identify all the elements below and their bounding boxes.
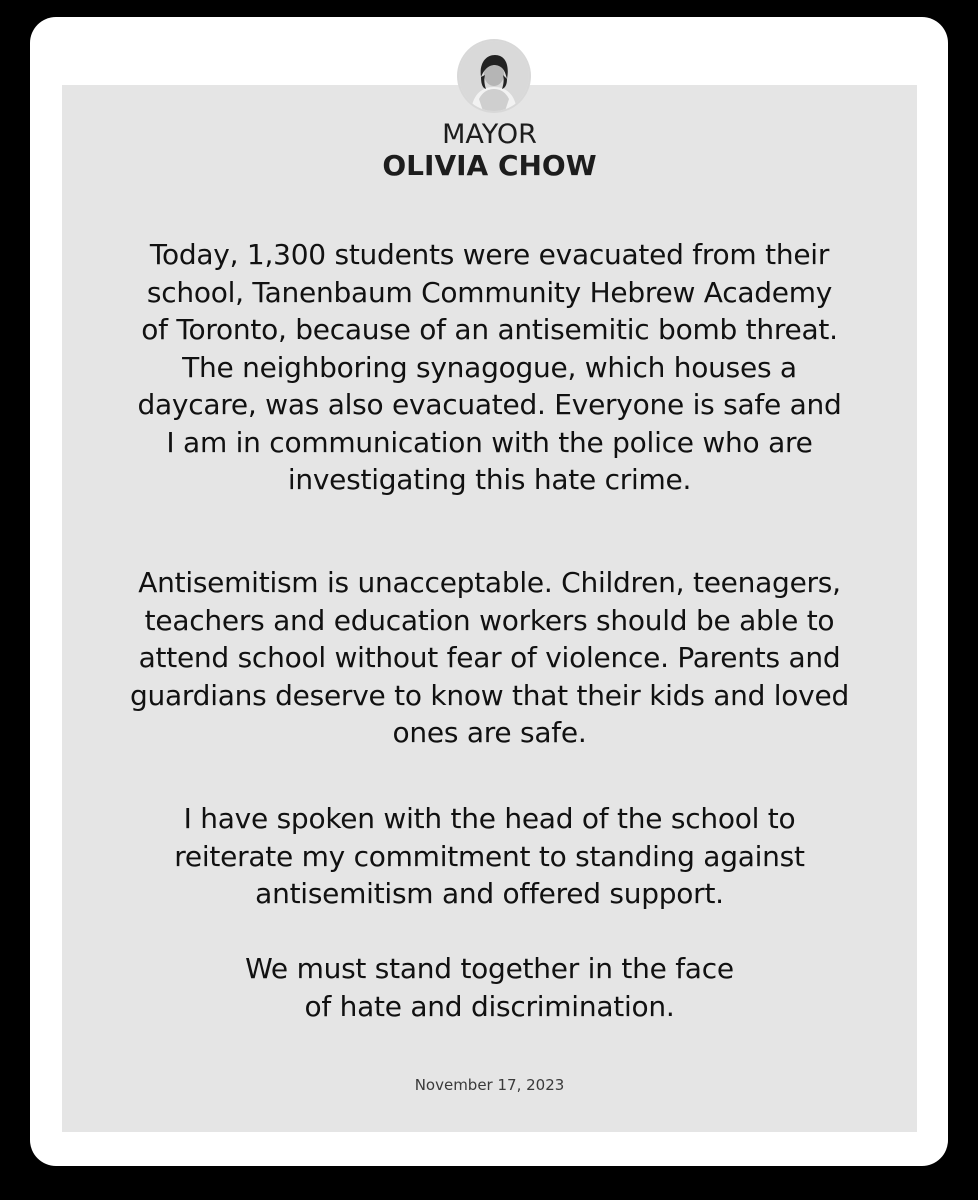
statement-date: November 17, 2023 <box>414 1076 565 1094</box>
paragraph-line: We must stand together in the face <box>245 952 734 985</box>
paragraph-line: ones are safe. <box>392 716 587 749</box>
paragraph-line: investigating this hate crime. <box>287 463 692 496</box>
paragraph-2 <box>80 564 899 752</box>
paragraph-line: of Toronto, because of an antisemitic bomb threat. <box>141 313 838 346</box>
paragraph-line: The neighboring synagogue, which houses a <box>182 350 797 384</box>
title-role: MAYOR <box>442 119 537 150</box>
mayor-portrait-icon <box>459 41 529 111</box>
paragraph-line: reiterate my commitment to standing against <box>174 839 805 873</box>
paragraph-1 <box>80 236 899 499</box>
paragraph-line: Antisemitism is unacceptable. Children, teenagers, <box>138 566 841 599</box>
paragraph-line: daycare, was also evacuated. Everyone is safe and <box>137 388 842 421</box>
paragraph-3 <box>80 800 899 913</box>
avatar <box>459 41 529 111</box>
paragraph-line: antisemitism and offered support. <box>255 877 724 910</box>
paragraph-line: I am in communication with the police who are <box>166 425 813 459</box>
paragraph-4 <box>80 950 899 1025</box>
paragraph-line: I have spoken with the head of the school to <box>183 802 796 835</box>
paragraph-line: teachers and education workers should be able to <box>144 603 835 637</box>
mayor-title <box>62 120 917 182</box>
title-name: OLIVIA CHOW <box>382 149 597 182</box>
paragraph-line: attend school without fear of violence. Parents and <box>138 641 841 674</box>
paragraph-line: school, Tanenbaum Community Hebrew Academy <box>146 275 833 309</box>
paragraph-line: of hate and discrimination. <box>304 989 675 1023</box>
paragraph-line: guardians deserve to know that their kids and loved <box>129 678 850 712</box>
paragraph-line: Today, 1,300 students were evacuated from their <box>149 238 830 271</box>
